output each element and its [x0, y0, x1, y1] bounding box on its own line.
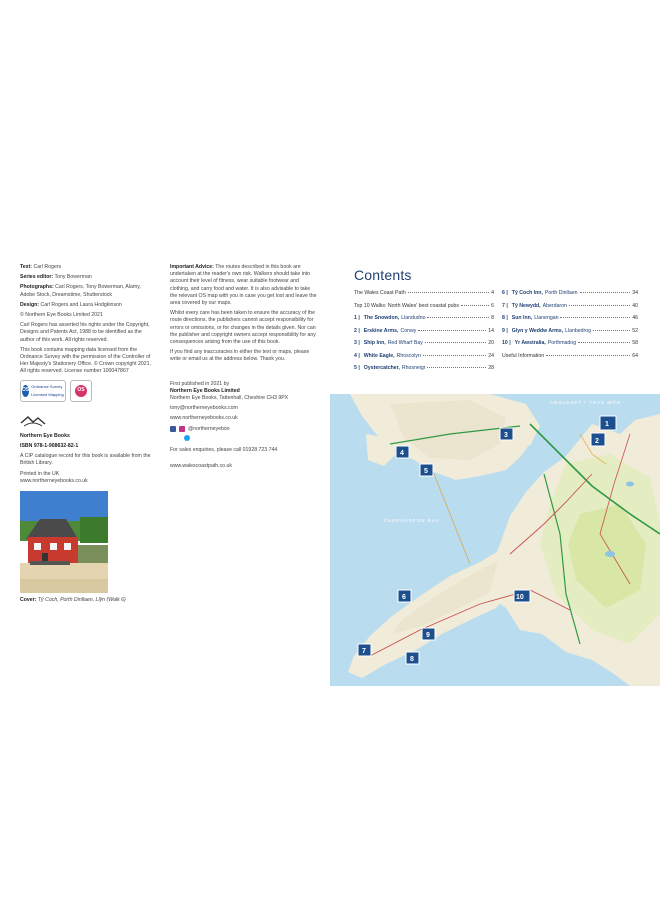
- twitter-icon[interactable]: [184, 435, 190, 441]
- toc-item[interactable]: 8 | Sun Inn, Llanengan 46: [502, 315, 638, 321]
- walk-marker-7[interactable]: [358, 644, 371, 656]
- toc-item[interactable]: 1 | The Snowdon, Llandudno 8: [354, 315, 494, 321]
- credit-photos: Photographs: Carl Rogers, Tony Bowerman, Alamy, Adobe Stock, Dreamstime, Shutterstock: [20, 284, 141, 298]
- credits-column: [20, 264, 155, 607]
- walk-marker-10[interactable]: [514, 590, 530, 602]
- toc-item[interactable]: 7 | Tŷ Newydd, Aberdaron 40: [502, 302, 638, 309]
- sea-label-anglesey: ANGLESEY / YNYS MÔN: [550, 400, 621, 405]
- walk-marker-9[interactable]: [422, 628, 435, 640]
- svg-text:6: 6: [402, 594, 406, 601]
- svg-text:7: 7: [362, 648, 366, 655]
- twitter-row: [184, 435, 318, 441]
- publisher-website: www.northerneyebooks.co.uk: [20, 477, 88, 484]
- toc-item[interactable]: 6 | Tŷ Coch Inn, Porth Dinllaen 34: [502, 290, 638, 296]
- sales-enquiries: For sales enquiries, please call 01928 723 744: [170, 446, 278, 453]
- svg-text:3: 3: [504, 432, 508, 439]
- printed-in: Printed in the UK: [20, 470, 60, 477]
- partner-logos: [20, 380, 155, 402]
- toc-item[interactable]: The Wales Coast Path 4: [354, 290, 494, 296]
- partner-logo-icon: OS: [75, 385, 87, 397]
- advice-column: [170, 264, 318, 473]
- advice-para3: If you find any inaccuracies in either the text or maps, please write or email us at the address below. Thank you.: [170, 349, 310, 363]
- credit-editor: Series editor: Tony Bowerman: [20, 274, 92, 281]
- publisher-web[interactable]: www.northerneyebooks.co.uk: [170, 415, 238, 422]
- walk-marker-3[interactable]: [500, 428, 513, 440]
- walk-marker-2[interactable]: [591, 433, 605, 446]
- cip-record: A CIP catalogue record for this book is available from the British Library.: [20, 453, 151, 467]
- northern-eye-books-logo-icon: [20, 414, 46, 428]
- svg-text:5: 5: [424, 468, 428, 475]
- contents-page: [330, 258, 660, 686]
- coast-path-website[interactable]: www.walescoastpath.co.uk: [170, 463, 232, 470]
- social-handle[interactable]: @northerneyeboo: [188, 425, 230, 432]
- license-text: This book contains mapping data licensed from the Ordnance Survey with the permission of the Controller of Her Majesty's Stationery Office. © Crown copyright 2021. All rights reserved. License number 100047867: [20, 346, 151, 375]
- cover-caption: Cover: Tŷ Coch, Porth Dinllaen, Llŷn (Walk 6): [20, 597, 126, 604]
- first-published: First published in 2021 by: [170, 380, 230, 387]
- copyright-line: © Northern Eye Books Limited 2021: [20, 312, 103, 319]
- social-row: [170, 426, 318, 433]
- instagram-icon[interactable]: [179, 426, 185, 432]
- os-logo-icon: OS: [22, 385, 29, 397]
- toc-item[interactable]: 4 | White Eagle, Rhoscolyn 24: [354, 352, 494, 359]
- north-wales-map: [330, 394, 660, 686]
- toc-item[interactable]: 3 | Ship Inn, Red Wharf Bay 20: [354, 340, 494, 346]
- advice-para2: Whilst every care has been taken to ensure the accuracy of the route directions, the publishers cannot accept responsibility for errors or omissions, or for changes in the details given. Nor can the publisher and copyright owners accept responsibility for any consequences arising from the use of this book.: [170, 310, 316, 346]
- os-partner-logo: [70, 380, 92, 402]
- walk-marker-1[interactable]: [600, 416, 616, 430]
- publisher-address: Northern Eye Books, Tattenhall, Cheshire CH3 9PX: [170, 395, 289, 402]
- credit-design: Design: Carl Rogers and Laura Hodgkinson: [20, 301, 122, 308]
- walk-marker-5[interactable]: [420, 464, 433, 476]
- toc-right-column: [502, 290, 638, 365]
- toc-item[interactable]: 10 | Yr Awstralia, Porthmadog 58: [502, 340, 638, 346]
- walk-marker-8[interactable]: [406, 652, 419, 664]
- svg-text:10: 10: [516, 594, 524, 601]
- svg-text:2: 2: [595, 438, 599, 445]
- contents-title: Contents: [354, 267, 412, 283]
- imprint-page: [12, 258, 326, 686]
- publisher-company: Northern Eye Books Limited: [170, 387, 240, 394]
- publisher-name: Northern Eye Books: [20, 432, 70, 439]
- toc-item[interactable]: 2 | Erskine Arms, Conwy 14: [354, 327, 494, 334]
- toc-item[interactable]: 5 | Oystercatcher, Rhosneigr 28: [354, 365, 494, 371]
- sea-label-bay: CAERNARFON BAY: [384, 518, 440, 523]
- rights-text: Carl Rogers has asserted his rights under the Copyright, Designs and Patents Act, 1988 to be identified as the author of this work. All rights reserved.: [20, 322, 150, 343]
- credit-text: Text: Carl Rogers: [20, 264, 62, 270]
- svg-text:1: 1: [605, 421, 609, 428]
- svg-text:9: 9: [426, 632, 430, 639]
- toc-left-column: [354, 290, 494, 378]
- walk-marker-6[interactable]: [398, 590, 411, 602]
- svg-text:8: 8: [410, 656, 414, 663]
- publisher-email[interactable]: tony@northerneyebooks.com: [170, 405, 238, 412]
- os-licensed-logo: OS Ordnance Survey Licensed Mapping: [20, 380, 66, 402]
- cover-photo: [20, 491, 108, 593]
- svg-text:4: 4: [400, 450, 404, 457]
- toc-item[interactable]: 9 | Glyn y Weddw Arms, Llanbedrog 52: [502, 327, 638, 334]
- advice-text: Important Advice: The routes described in this book are undertaken at the reader's own risk. Walkers should take into account their level of fitness, wear suitable footwear and clothing, and carry food and water. It is also advisable to take the relevant OS map with you in case you get lost and leave the area covered by our maps.: [170, 264, 317, 307]
- walks-map[interactable]: [330, 394, 660, 686]
- toc-item[interactable]: Top 10 Walks: North Wales' best coastal pubs 6: [354, 302, 494, 309]
- toc-item[interactable]: Useful Information 64: [502, 352, 638, 359]
- isbn: ISBN 978-1-908632-82-1: [20, 443, 79, 450]
- walk-marker-4[interactable]: [396, 446, 409, 458]
- facebook-icon[interactable]: [170, 426, 176, 432]
